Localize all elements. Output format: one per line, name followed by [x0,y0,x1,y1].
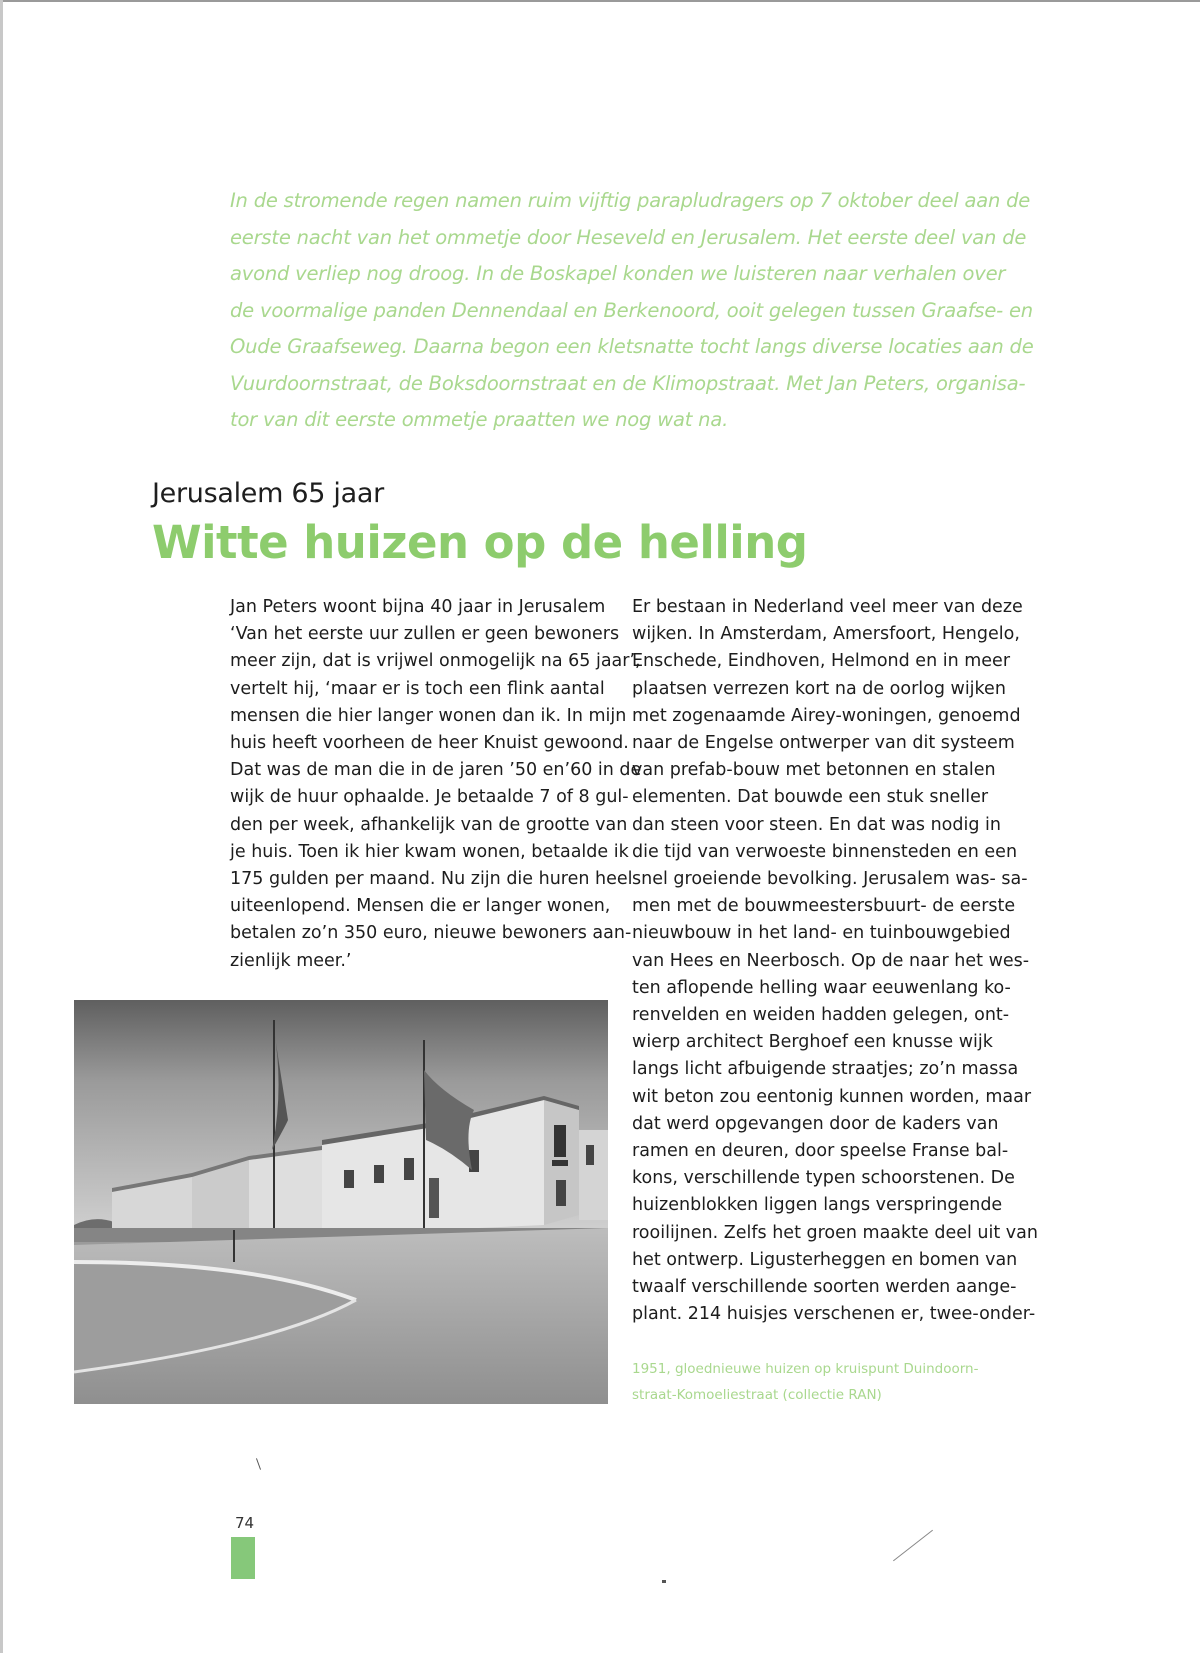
intro-line: In de stromende regen namen ruim vijftig parapludragers op 7 oktober deel aan de [230,189,1031,212]
intro-line: Oude Graafseweg. Daarna begon een kletsnatte tocht langs diverse locaties aan de [230,335,1034,358]
body-line: vertelt hij, ‘maar er is toch een flink aantal [230,678,605,699]
body-line: ramen en deuren, door speelse Franse bal- [632,1141,1009,1162]
body-line: van Hees en Neerbosch. Op de naar het wes- [632,950,1030,971]
body-line: wijk de huur ophaalde. Je betaalde 7 of 8 gul- [230,787,629,808]
body-line: dat werd opgevangen door de kaders van [632,1113,999,1134]
body-line: Enschede, Eindhoven, Helmond en in meer [632,651,1011,672]
photo-caption [632,1356,1022,1408]
article-column-right [632,594,1038,1328]
body-line: 175 gulden per maand. Nu zijn die huren heel [230,869,633,890]
body-line: plant. 214 huisjes verschenen er, twee-onder- [632,1304,1036,1325]
body-line: van prefab-bouw met betonnen en stalen [632,760,996,781]
page-number: 74 [235,1514,255,1532]
body-line: huis heeft voorheen de heer Knuist gewoond. [230,733,629,754]
body-line: uiteenlopend. Mensen die er langer wonen, [230,896,611,917]
article-headline: Witte huizen op de helling [152,516,808,569]
intro-line: tor van dit eerste ommetje praatten we nog wat na. [230,408,729,431]
body-line: plaatsen verrezen kort na de oorlog wijken [632,678,1006,699]
body-line: wit beton zou eentonig kunnen worden, maar [632,1086,1032,1107]
body-line: snel groeiende bevolking. Jerusalem was- sa- [632,869,1028,890]
body-line: den per week, afhankelijk van de grootte van [230,814,628,835]
body-line: renvelden en weiden hadden gelegen, ont- [632,1005,1010,1026]
scan-edge-top [0,0,1200,2]
body-line: ten aflopende helling waar eeuwenlang ko- [632,977,1011,998]
body-line: naar de Engelse ontwerper van dit systeem [632,733,1015,754]
body-line: Jan Peters woont bijna 40 jaar in Jerusalem [230,597,606,617]
body-line: ‘Van het eerste uur zullen er geen bewoners [230,624,620,645]
intro-line: de voormalige panden Dennendaal en Berkenoord, ooit gelegen tussen Graafse- en [230,298,1033,322]
scan-speck [662,1580,666,1583]
body-line: dan steen voor steen. En dat was nodig in [632,814,1001,835]
caption-line: 1951, gloednieuwe huizen op kruispunt Duindoorn- [632,1361,979,1377]
article-kicker: Jerusalem 65 jaar [152,478,384,509]
body-line: je huis. Toen ik hier kwam wonen, betaalde ik [230,841,629,862]
body-line: meer zijn, dat is vrijwel onmogelijk na 65 jaar’, [230,651,641,672]
photo-illustration [74,1000,608,1404]
scan-edge-left [0,0,3,1653]
intro-line: avond verliep nog droog. In de Boskapel konden we luisteren naar verhalen over [230,262,1006,285]
body-line: huizenblokken liggen langs verspringende [632,1195,1003,1216]
body-line: nieuwbouw in het land- en tuinbouwgebied [632,923,1011,944]
scan-pencil-stroke [893,1530,933,1562]
body-line: men met de bouwmeestersbuurt- de eerste [632,896,1016,917]
intro-paragraph [230,183,1034,439]
body-line: zienlijk meer.’ [230,950,352,971]
body-line: langs licht afbuigende straatjes; zo’n massa [632,1059,1019,1080]
body-line: betalen zo’n 350 euro, nieuwe bewoners aan- [230,923,632,944]
body-line: kons, verschillende typen schoorstenen. De [632,1168,1015,1189]
intro-line: eerste nacht van het ommetje door Heseveld en Jerusalem. Het eerste deel van de [230,225,1027,249]
body-line: met zogenaamde Airey-woningen, genoemd [632,705,1021,726]
scan-speck [256,1458,261,1470]
intro-line: Vuurdoornstraat, de Boksdoornstraat en de Klimopstraat. Met Jan Peters, organisa- [230,371,1026,395]
body-line: Dat was de man die in de jaren ’50 en’60 in de [230,760,642,781]
body-line: wierp architect Berghoef een knusse wijk [632,1032,993,1053]
body-line: die tijd van verwoeste binnensteden en een [632,841,1018,862]
body-line: het ontwerp. Ligusterheggen en bomen van [632,1249,1018,1270]
body-line: elementen. Dat bouwde een stuk sneller [632,787,989,808]
body-line: twaalf verschillende soorten werden aange- [632,1277,1017,1298]
article-column-left [230,594,642,975]
body-line: rooilijnen. Zelfs het groen maakte deel uit van [632,1222,1038,1243]
body-line: Er bestaan in Nederland veel meer van deze [632,597,1023,617]
body-line: mensen die hier langer wonen dan ik. In mijn [230,705,627,726]
historic-photo-houses [74,1000,608,1404]
caption-line: straat-Komoeliestraat (collectie RAN) [632,1387,882,1403]
body-line: wijken. In Amsterdam, Amersfoort, Hengelo, [632,624,1020,645]
page-marker [231,1537,255,1579]
